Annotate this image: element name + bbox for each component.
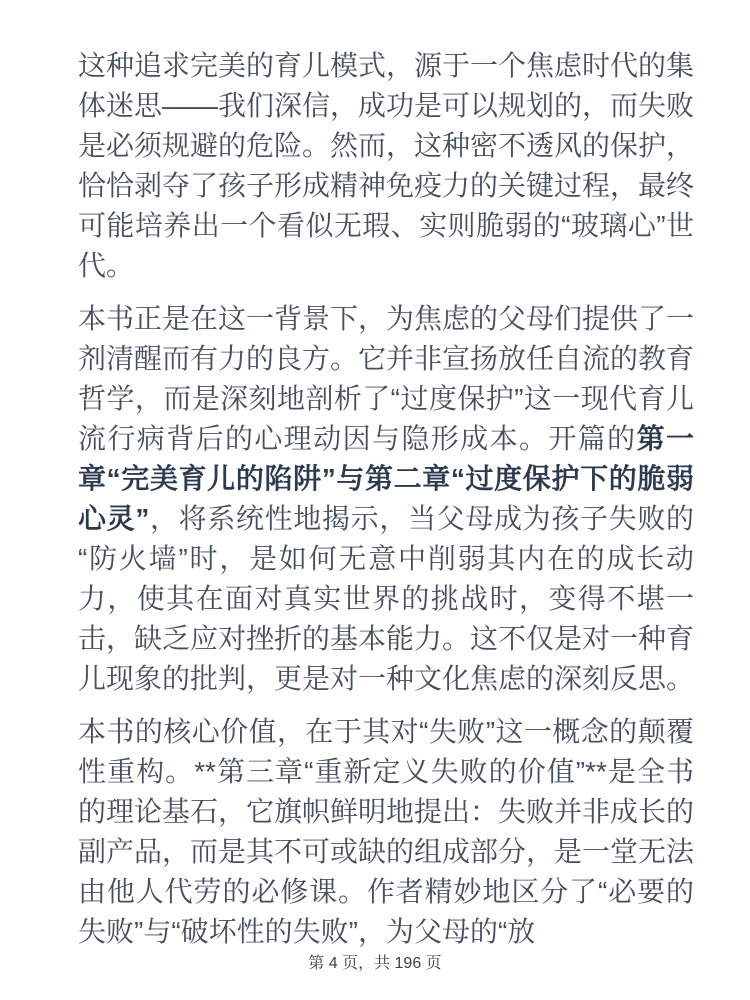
paragraph — [78, 299, 694, 699]
text-segment: 本书的核心价值，在于其对“失败”这一概念的颠覆性重构。**第三章“重新定义失败的价值”**是全书的理论基石，它旗帜鲜明地提出：失败并非成长的副产品，而是其不可或缺的组成部分，是一堂无法由他人代劳的必修课。作者精妙地区分了“必要的失败”与“破坏性的失败”，为父母的“放 — [78, 716, 695, 947]
paragraph — [78, 712, 694, 952]
text-segment: 这种追求完美的育儿模式，源于一个焦虑时代的集体迷思——我们深信，成功是可以规划的，而失败是必须规避的危险。然而，这种密不透风的保护，恰恰剥夺了孩子形成精神免疫力的关键过程，最终可能培养出一个看似无瑕、实则脆弱的“玻璃心”世代。 — [78, 50, 695, 281]
text-segment: 本书正是在这一背景下，为焦虑的父母们提供了一剂清醒而有力的良方。它并非宣扬放任自流的教育哲学，而是深刻地剖析了“过度保护”这一现代育儿流行病背后的心理动因与隐形成本。开篇的 — [78, 303, 695, 454]
text-segment: ，将系统性地揭示，当父母成为孩子失败的“防火墙”时，是如何无意中削弱其内在的成长动力，使其在面对真实世界的挑战时，变得不堪一击，缺乏应对挫折的基本能力。这不仅是对一种育儿现象的批判，更是对一种文化焦虑的深刻反思。 — [78, 503, 695, 694]
paragraph — [78, 46, 694, 286]
page-footer — [0, 954, 750, 974]
page-number-label: 第 4 页，共 196 页 — [308, 955, 442, 972]
chapter-title-bold: 第一章“完美育儿的陷阱”与第二章“过度保护下的脆弱心灵” — [78, 423, 694, 534]
